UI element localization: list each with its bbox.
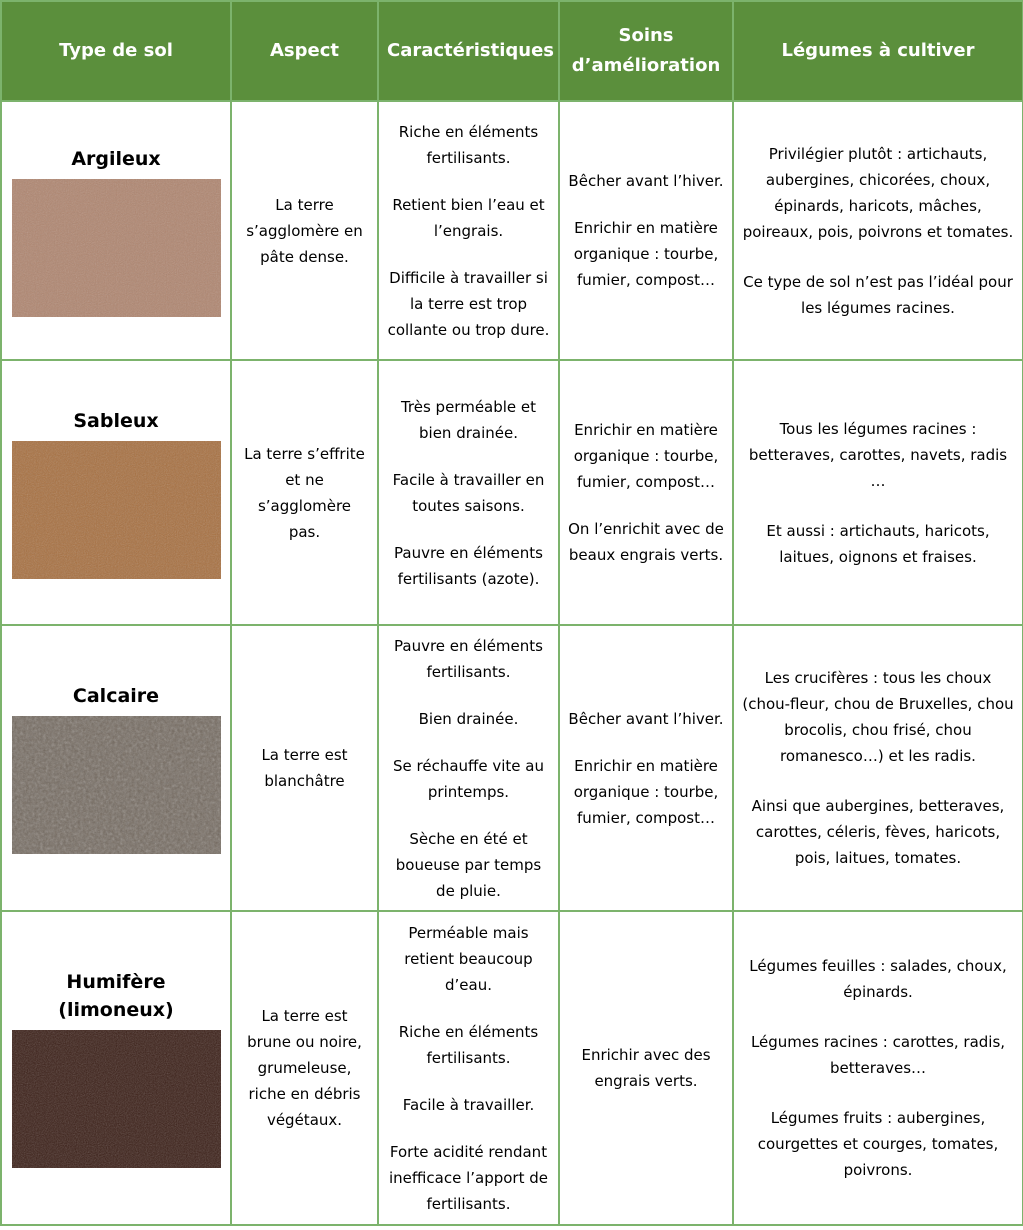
header-soins: Soins d’amélioration: [559, 1, 733, 101]
calcaire-soil-image: [12, 716, 221, 854]
legumes-cell: Les crucifères : tous les choux (chou-fleur, chou de Bruxelles, chou brocolis, chou frisé, chou romanesco…) et les radis. Ainsi que aubergines, betteraves, carottes, céleris, fèves, haricots, pois, laitues, tomates.: [733, 625, 1023, 911]
soil-type-name: Argileux: [71, 147, 161, 170]
legumes-cell: Privilégier plutôt : artichauts, aubergines, chicorées, choux, épinards, haricots, mâches, poireaux, pois, poivrons et tomates. Ce type de sol n’est pas l’idéal pour les légumes racines.: [733, 101, 1023, 360]
header-caracteristiques: Caractéristiques: [378, 1, 559, 101]
soil-type-cell: [1, 360, 231, 625]
legumes-cell: Légumes feuilles : salades, choux, épinards. Légumes racines : carottes, radis, betteraves… Légumes fruits : aubergines, courgettes et courges, tomates, poivrons.: [733, 911, 1023, 1225]
caracteristiques-cell: Riche en éléments fertilisants. Retient bien l’eau et l’engrais. Difficile à travailler si la terre est trop collante ou trop dure.: [378, 101, 559, 360]
soil-type-name: Humifère (limoneux): [58, 971, 174, 1021]
header-row: [1, 1, 1023, 101]
soins-cell: Bêcher avant l’hiver. Enrichir en matière organique : tourbe, fumier, compost…: [559, 101, 733, 360]
argileux-soil-image: [12, 179, 221, 317]
header-legumes: Légumes à cultiver: [733, 1, 1023, 101]
table-row: [1, 625, 1023, 911]
aspect-cell: La terre est blanchâtre: [231, 625, 378, 911]
soil-type-name: Calcaire: [72, 685, 160, 707]
aspect-cell: La terre s’agglomère en pâte dense.: [231, 101, 378, 360]
header-aspect: Aspect: [231, 1, 378, 101]
soil-type-cell: [1, 625, 231, 911]
sableux-soil-image: [12, 441, 221, 579]
aspect-cell: La terre s’effrite et ne s’agglomère pas.: [231, 360, 378, 625]
soins-cell: Bêcher avant l’hiver. Enrichir en matière organique : tourbe, fumier, compost…: [559, 625, 733, 911]
soins-cell: Enrichir avec des engrais verts.: [559, 911, 733, 1225]
caracteristiques-cell: Pauvre en éléments fertilisants. Bien drainée. Se réchauffe vite au printemps. Sèche en été et boueuse par temps de pluie.: [378, 625, 559, 911]
table-row: [1, 911, 1023, 1225]
table-row: [1, 360, 1023, 625]
header-type: Type de sol: [1, 1, 231, 101]
humifere-soil-image: [12, 1030, 221, 1168]
soil-type-cell: [1, 911, 231, 1225]
soil-type-name: Sableux: [73, 409, 159, 432]
caracteristiques-cell: Perméable mais retient beaucoup d’eau. Riche en éléments fertilisants. Facile à travailler. Forte acidité rendant inefficace l’apport de fertilisants.: [378, 911, 559, 1225]
legumes-cell: Tous les légumes racines : betteraves, carottes, navets, radis … Et aussi : artichauts, haricots, laitues, oignons et fraises.: [733, 360, 1023, 625]
soins-cell: Enrichir en matière organique : tourbe, fumier, compost… On l’enrichit avec de beaux engrais verts.: [559, 360, 733, 625]
table-row: [1, 101, 1023, 360]
caracteristiques-cell: Très perméable et bien drainée. Facile à travailler en toutes saisons. Pauvre en éléments fertilisants (azote).: [378, 360, 559, 625]
soil-type-cell: [1, 101, 231, 360]
aspect-cell: La terre est brune ou noire, grumeleuse, riche en débris végétaux.: [231, 911, 378, 1225]
